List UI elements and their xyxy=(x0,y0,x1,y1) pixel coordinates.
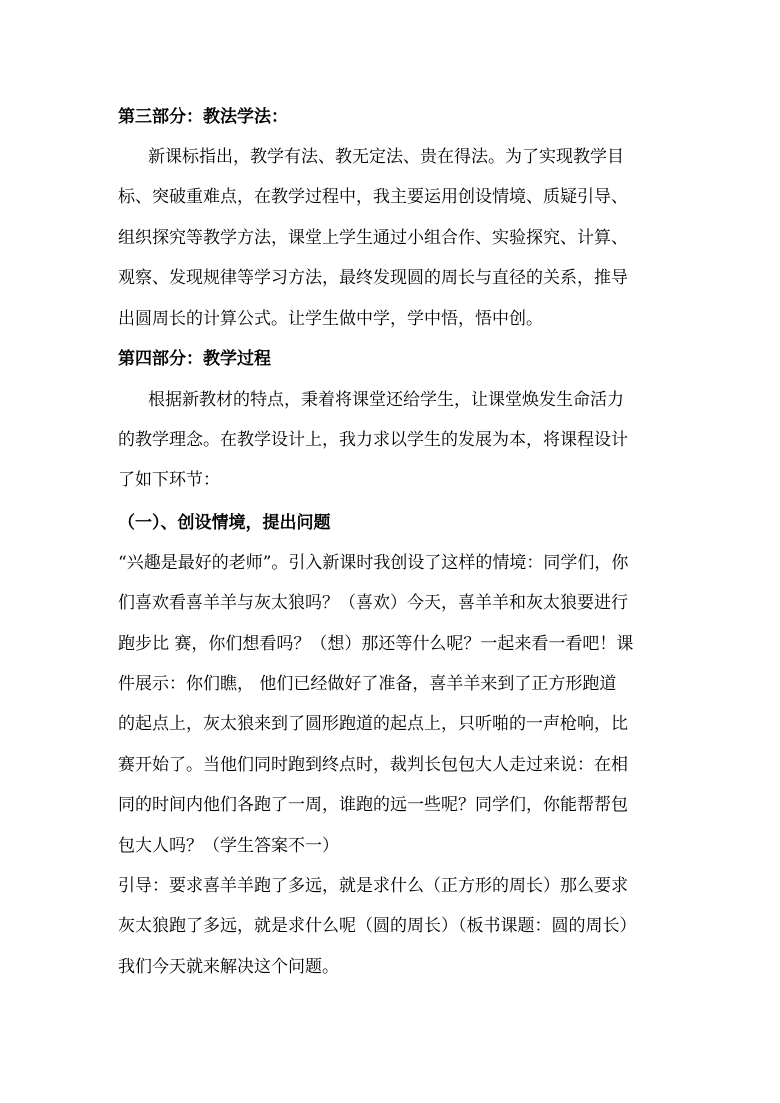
section4-heading: 第四部分：教学过程 xyxy=(118,349,271,369)
subsection1-heading: （一）、创设情境，提出问题 xyxy=(118,513,331,533)
section3-line-3: 组织探究等教学方法，课堂上学生通过小组合作、实验探究、计算、 xyxy=(118,228,628,248)
subsection1-guide-line-2: 灰太狼跑了多远，就是求什么呢（圆的周长）（板书课题：圆的周长） xyxy=(118,916,637,936)
subsection1-line-3: 跑步比 赛，你们想看吗？（想）那还等什么呢？一起来看一看吧！课 xyxy=(118,634,634,654)
subsection1-guide-line-3: 我们今天就来解决这个问题。 xyxy=(118,957,339,977)
subsection1-line-7: 同的时间内他们各跑了一周，谁跑的远一些呢？同学们，你能帮帮包 xyxy=(118,795,628,815)
section4-line-3: 了如下环节： xyxy=(118,470,220,490)
section3-line-2: 标、突破重难点，在教学过程中，我主要运用创设情境、质疑引导、 xyxy=(118,187,628,207)
subsection1-line-5: 的起点上，灰太狼来到了圆形跑道的起点上，只听啪的一声枪响，比 xyxy=(118,714,628,734)
section3-heading: 第三部分：教法学法： xyxy=(118,107,288,127)
section3-line-4: 观察、发现规律等学习方法，最终发现圆的周长与直径的关系，推导 xyxy=(118,268,628,288)
section3-line-5: 出圆周长的计算公式。让学生做中学，学中悟，悟中创。 xyxy=(118,309,543,329)
subsection1-line-2: 们喜欢看喜羊羊与灰太狼吗？（喜欢）今天，喜羊羊和灰太狼要进行 xyxy=(118,593,628,613)
section4-line-1: 根据新教材的特点，秉着将课堂还给学生，让课堂焕发生命活力 xyxy=(148,390,624,410)
subsection1-line-6: 赛开始了。当他们同时跑到终点时，裁判长包包大人走过来说：在相 xyxy=(118,755,628,775)
subsection1-line-4: 件展示：你们瞧， 他们已经做好了准备，喜羊羊来到了正方形跑道 xyxy=(118,674,617,694)
subsection1-line-1: “兴趣是最好的老师”。引入新课时我创设了这样的情境：同学们，你 xyxy=(118,553,629,573)
subsection1-guide-line-1: 引导：要求喜羊羊跑了多远，就是求什么（正方形的周长）那么要求 xyxy=(118,876,628,896)
section3-line-1: 新课标指出，教学有法、教无定法、贵在得法。为了实现教学目 xyxy=(148,147,624,167)
section4-line-2: 的教学理念。在教学设计上，我力求以学生的发展为本，将课程设计 xyxy=(118,430,628,450)
subsection1-line-8: 包大人吗？（学生答案不一） xyxy=(118,836,339,856)
